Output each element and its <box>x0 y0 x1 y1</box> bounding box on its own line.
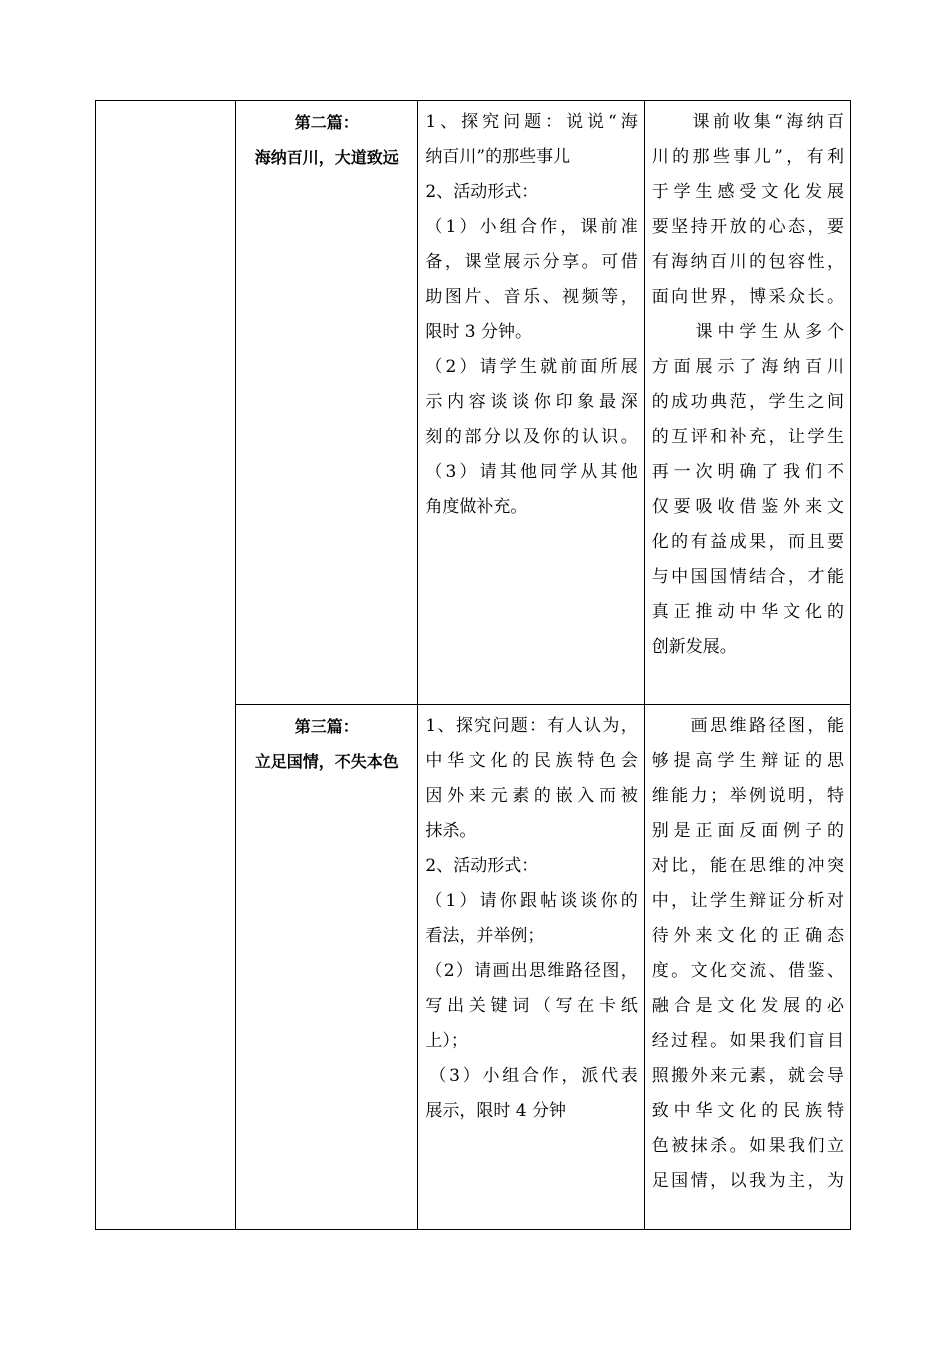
design-line: 面向世界，博采众长。 <box>651 287 844 307</box>
activity-line: （1）小组合作，课前准 <box>425 217 638 237</box>
activity-line: 抹杀。 <box>425 821 477 841</box>
blank-stage-cell <box>96 101 236 1230</box>
activity-line: （1）请你跟帖谈谈你的 <box>425 891 638 911</box>
design-line: 维能力；举例说明，特 <box>651 786 844 806</box>
design-line: 中，让学生辩证分析对 <box>651 891 844 911</box>
activity-line: 限时 3 分钟。 <box>425 322 533 342</box>
activity-line: 角度做补充。 <box>425 497 528 517</box>
section-subtitle: 海纳百川，大道致远 <box>254 148 399 167</box>
design-line: 于学生感受文化发展 <box>651 182 844 202</box>
design-line: 色被抹杀。如果我们立 <box>651 1136 844 1156</box>
design-line: 创新发展。 <box>651 637 737 657</box>
design-line: 与中国国情结合，才能 <box>651 567 844 587</box>
activity-line: 助图片、音乐、视频等， <box>425 287 638 307</box>
design-line: 融合是文化发展的必 <box>651 996 844 1016</box>
design-line: 川的那些事儿”，有利 <box>651 147 844 167</box>
activity-line: 1、探究问题：有人认为， <box>425 716 638 736</box>
section-heading: 第二篇： <box>294 113 359 132</box>
activity-line: 上）； <box>425 1031 468 1051</box>
activity-line: 中华文化的民族特色会 <box>425 751 638 771</box>
activity-line: （3）请其他同学从其他 <box>425 462 638 482</box>
activity-line: 写出关键词（写在卡纸 <box>425 996 638 1016</box>
activity-line: （3）小组合作，派代表 <box>429 1066 638 1086</box>
activity-cell <box>418 101 644 705</box>
activity-line: 备，课堂展示分享。可借 <box>425 252 638 272</box>
design-line: 够提高学生辩证的思 <box>651 751 844 771</box>
lesson-plan-table <box>95 100 851 1230</box>
activity-line: 展示，限时 4 分钟 <box>425 1101 567 1121</box>
design-line: 化的有益成果，而且要 <box>651 532 844 552</box>
design-line: 课前收集“海纳百 <box>651 112 844 132</box>
design-line: 对比，能在思维的冲突 <box>651 856 844 876</box>
activity-line: 2、活动形式： <box>425 856 539 876</box>
design-line: 度。文化交流、借鉴、 <box>651 961 844 981</box>
design-line: 经过程。如果我们盲目 <box>651 1031 844 1051</box>
design-line: 足国情，以我为主，为 <box>651 1171 844 1191</box>
section-heading: 第三篇： <box>294 717 359 736</box>
design-line: 课中学生从多个 <box>651 322 844 342</box>
table-row-section-2 <box>96 101 851 705</box>
section-title-cell <box>236 101 418 705</box>
activity-cell <box>418 705 644 1230</box>
design-intent-cell <box>644 101 850 705</box>
activity-line: （2）请学生就前面所展 <box>425 357 638 377</box>
activity-line: （2）请画出思维路径图， <box>425 961 638 981</box>
design-line: 别是正面反面例子的 <box>651 821 844 841</box>
design-line: 有海纳百川的包容性， <box>651 252 844 272</box>
design-line: 的互评和补充，让学生 <box>651 427 844 447</box>
activity-line: 纳百川”的那些事儿 <box>425 147 571 167</box>
activity-line: 1、探究问题：说说“海 <box>425 112 638 132</box>
activity-line: 看法，并举例； <box>425 926 545 946</box>
section-subtitle: 立足国情，不失本色 <box>254 752 399 771</box>
design-line: 照搬外来元素，就会导 <box>651 1066 844 1086</box>
activity-line: 2、活动形式： <box>425 182 539 202</box>
design-line: 仅要吸收借鉴外来文 <box>651 497 844 517</box>
design-line: 待外来文化的正确态 <box>651 926 844 946</box>
design-line: 再一次明确了我们不 <box>651 462 844 482</box>
design-line: 的成功典范，学生之间 <box>651 392 844 412</box>
design-line: 画思维路径图，能 <box>651 716 844 736</box>
design-line: 致中华文化的民族特 <box>651 1101 844 1121</box>
design-line: 要坚持开放的心态，要 <box>651 217 844 237</box>
activity-line: 刻的部分以及你的认识。 <box>425 427 638 447</box>
activity-line: 因外来元素的嵌入而被 <box>425 786 638 806</box>
design-line: 真正推动中华文化的 <box>651 602 844 622</box>
activity-line: 示内容谈谈你印象最深 <box>425 392 638 412</box>
design-intent-cell <box>644 705 850 1230</box>
design-line: 方面展示了海纳百川 <box>651 357 844 377</box>
section-title-cell <box>236 705 418 1230</box>
